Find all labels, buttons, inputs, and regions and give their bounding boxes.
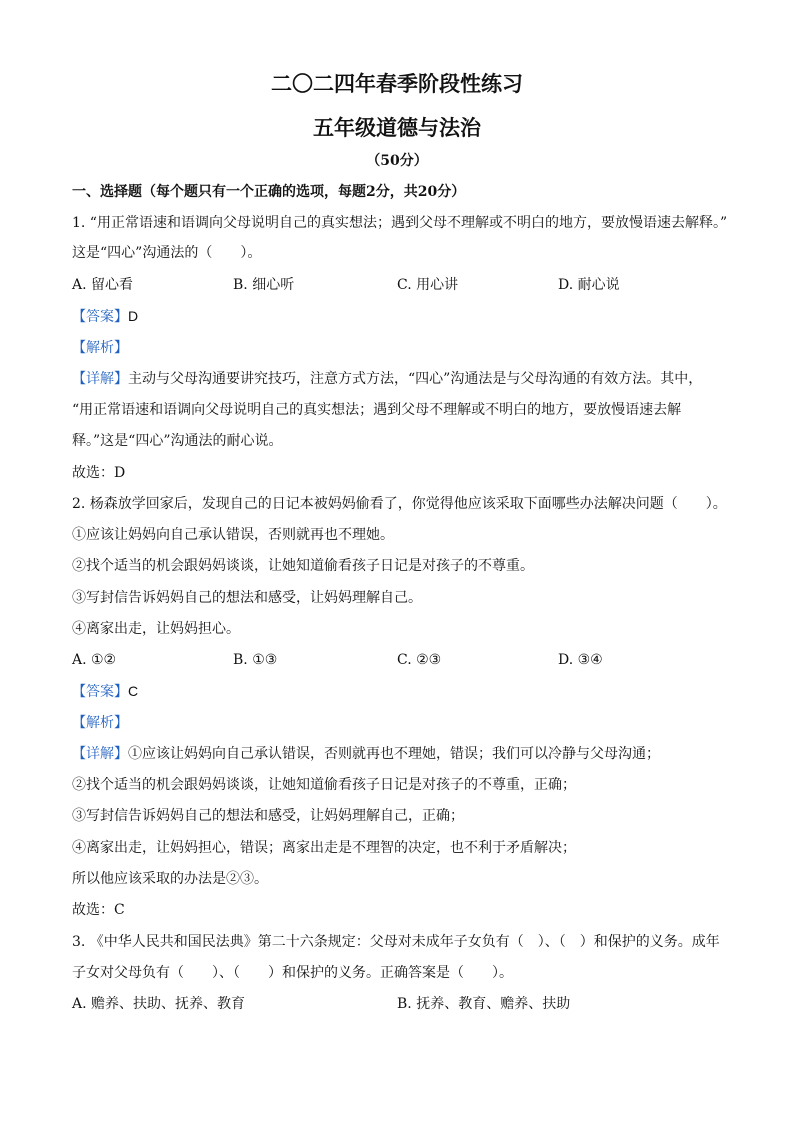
- q3-stem-line2: 子女对父母负有（ ）、（ ）和保护的义务。正确答案是（ ）。: [72, 965, 513, 981]
- answer-value: C: [128, 683, 139, 699]
- q2-detail-line3: ③写封信告诉妈妈自己的想法和感受，让妈妈理解自己，正确；: [72, 808, 464, 824]
- q1-answer: [72, 307, 138, 326]
- document-subtitle: 五年级道德与法治: [313, 115, 481, 140]
- q2-option-a: A. ①②: [72, 652, 117, 668]
- answer-tag: 【答案】: [72, 684, 128, 700]
- q1-detail-line1: [72, 370, 702, 388]
- q2-option-d: D. ③④: [558, 652, 603, 668]
- q2-detail-line5: 所以他应该采取的办法是②③。: [72, 871, 268, 887]
- q2-option-c: C. ②③: [397, 652, 442, 668]
- q1-analysis-tag: 【解析】: [72, 340, 128, 356]
- q1-choose: 故选：D: [72, 465, 126, 481]
- q3-option-b: B. 抚养、教育、赡养、扶助: [397, 996, 571, 1012]
- q1-stem-line1: 1. “用正常语速和语调向父母说明自己的真实想法；遇到父母不理解或不明白的地方，要放慢语速去解释。”: [72, 215, 728, 231]
- q2-analysis-tag: 【解析】: [72, 715, 128, 731]
- q1-option-b: B. 细心听: [233, 277, 295, 293]
- q2-answer: [72, 682, 138, 701]
- q1-detail-line3: 释。”这是“四心”沟通法的耐心说。: [72, 433, 283, 449]
- q2-detail-line1: [72, 745, 660, 763]
- q2-option-b: B. ①③: [233, 652, 278, 668]
- q1-option-a: A. 留心看: [72, 277, 134, 293]
- detail-text: 主动与父母沟通要讲究技巧，注意方式方法，“四心”沟通法是与父母沟通的有效方法。其中，: [128, 371, 703, 387]
- q2-detail-line2: ②找个适当的机会跟妈妈谈谈，让她知道偷看孩子日记是对孩子的不尊重，正确；: [72, 777, 576, 793]
- q2-item-3: ③写封信告诉妈妈自己的想法和感受，让妈妈理解自己。: [72, 590, 422, 606]
- answer-tag: 【答案】: [72, 309, 128, 325]
- detail-tag: 【详解】: [72, 371, 128, 387]
- q1-stem-line2: 这是“四心”沟通法的（ ）。: [72, 245, 262, 261]
- q3-stem-line1: 3. 《中华人民共和国民法典》第二十六条规定：父母对未成年子女负有（ ）、（ ）和保护的义务。成年: [72, 934, 720, 950]
- section-heading: 一、选择题（每个题只有一个正确的选项，每题2分，共20分）: [72, 184, 466, 200]
- q2-item-1: ①应该让妈妈向自己承认错误，否则就再也不理她。: [72, 527, 394, 543]
- q1-detail-line2: “用正常语速和语调向父母说明自己的真实想法；遇到父母不理解或不明白的地方，要放慢语速去解: [72, 402, 682, 418]
- total-score: （50分）: [366, 153, 428, 169]
- q1-option-c: C. 用心讲: [397, 277, 459, 293]
- answer-value: D: [128, 308, 139, 324]
- q2-item-4: ④离家出走，让妈妈担心。: [72, 621, 240, 637]
- detail-tag: 【详解】: [72, 746, 128, 762]
- q1-option-d: D. 耐心说: [558, 277, 620, 293]
- q2-detail-line4: ④离家出走，让妈妈担心，错误；离家出走是不理智的决定，也不利于矛盾解决；: [72, 840, 576, 856]
- q2-item-2: ②找个适当的机会跟妈妈谈谈，让她知道偷看孩子日记是对孩子的不尊重。: [72, 558, 534, 574]
- q3-option-a: A. 赡养、扶助、抚养、教育: [72, 996, 246, 1012]
- document-title: 二〇二四年春季阶段性练习: [271, 71, 523, 96]
- q2-choose: 故选：C: [72, 902, 125, 918]
- q2-stem: 2. 杨森放学回家后，发现自己的日记本被妈妈偷看了，你觉得他应该采取下面哪些办法解决问题（ ）。: [72, 496, 727, 512]
- detail-text: ①应该让妈妈向自己承认错误，否则就再也不理她，错误；我们可以冷静与父母沟通；: [128, 746, 660, 762]
